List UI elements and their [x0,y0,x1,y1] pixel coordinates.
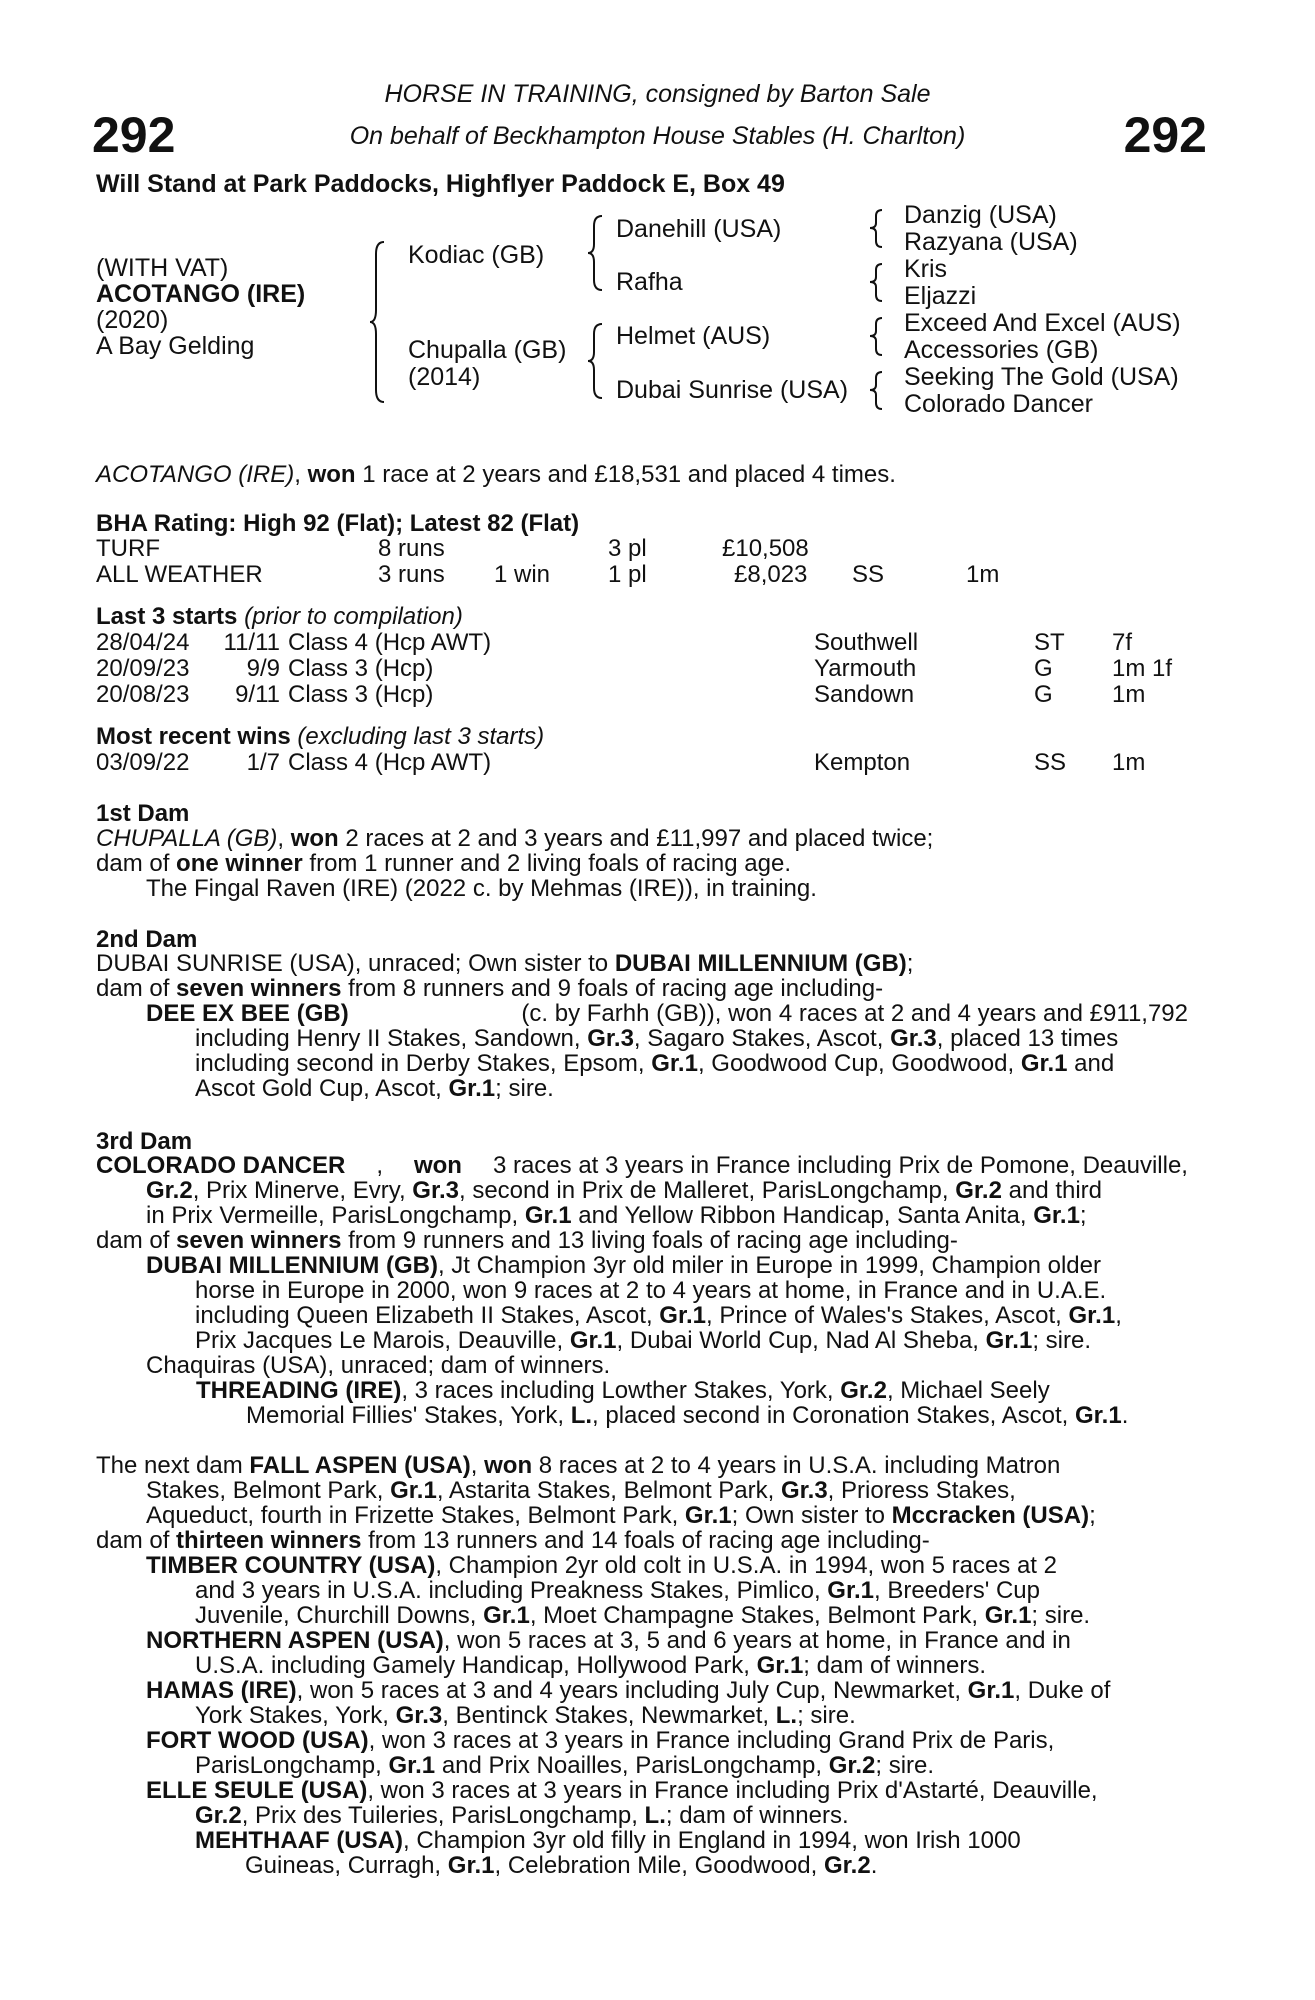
text: dam of [96,975,177,1002]
text: , [470,1452,485,1479]
text: , Jt Champion 3yr old miler in Europe in 1999, Champion older [437,1252,1101,1279]
horse-name: DUBAI MILLENNIUM (GB) [146,1252,438,1279]
grade: Gr.1 [684,1502,732,1529]
text-line [146,1578,1188,1603]
first-dam-line-1: CHUPALLA (GB), won 2 races at 2 and 3 years and £11,997 and placed twice; [96,825,934,852]
text-line [146,1853,1188,1878]
grade: Gr.1 [1033,1202,1080,1229]
text: and 3 years in U.S.A. including Preakness Stakes, Pimlico, [195,1577,828,1604]
rating-placed: 1 pl [608,561,647,588]
text: ; sire. [495,1075,554,1102]
pedigree-great-4: Eljazzi [904,282,977,310]
start-date: 20/09/23 [96,655,190,682]
winners-count: one winner [176,850,303,877]
second-dam-heading: 2nd Dam [96,926,198,953]
text: , Michael Seely [886,1377,1050,1404]
second-dam-line-2 [96,976,883,1001]
text: dam of [96,850,177,877]
winners-count: thirteen winners [176,1527,362,1554]
text-line [146,1076,1188,1101]
pedigree-brace-ggsire-1 [870,208,886,250]
rating-prize: £10,508 [722,535,809,562]
pedigree-brace-ggdam-1 [870,316,886,358]
text-line [96,1478,1188,1503]
text: 2 races at 2 and 3 years and £11,997 and placed twice; [338,825,934,852]
text: ; Own sister to [731,1502,892,1529]
text: , Bentinck Stakes, Newmarket, [442,1702,776,1729]
start-position: 11/11 [223,629,280,656]
winners-count: seven winners [176,1227,342,1254]
text: including second in Derby Stakes, Epsom, [195,1050,652,1077]
grade: Gr.1 [448,1075,496,1102]
grade: Gr.1 [447,1852,495,1879]
text: and third [1001,1177,1103,1204]
text: Memorial Fillies' Stakes, York, [246,1402,571,1429]
text: . [1121,1402,1129,1429]
start-course: Yarmouth [814,655,917,682]
grade: Gr.3 [780,1477,828,1504]
grade: Gr.2 [955,1177,1002,1204]
pedigree-brace-sire [588,214,608,294]
last-starts-title: Last 3 starts [96,603,238,630]
pedigree-great-5: Exceed And Excel (AUS) [904,309,1181,337]
text: ; sire. [797,1702,856,1729]
text: The next dam [96,1452,250,1479]
last-starts-note: (prior to compilation) [237,603,463,630]
horse-ref: Mccracken (USA) [891,1502,1090,1529]
pedigree-great-3: Kris [904,255,948,283]
text: ; sire. [1032,1327,1092,1354]
grade: Gr.1 [1068,1302,1116,1329]
text: , placed second in Coronation Stakes, Ascot, [592,1402,1075,1429]
start-going: G [1034,655,1053,682]
third-dam-heading: 3rd Dam [96,1128,193,1155]
grade: Gr.1 [483,1602,530,1629]
grade: Gr.1 [651,1050,698,1077]
grade: Gr.1 [1074,1402,1122,1429]
start-course: Sandown [814,681,915,708]
text: dam of [96,1227,177,1254]
rating-runs: 8 runs [378,535,445,562]
text: , Prix des Tuileries, ParisLongchamp, [241,1802,645,1829]
won-label: won [290,825,339,852]
pedigree-granddam-1: Rafha [616,268,683,296]
text: 8 races at 2 to 4 years in U.S.A. including Matron [532,1452,1061,1479]
text: Ascot Gold Cup, Ascot, [195,1075,449,1102]
first-dam-line-2 [96,851,791,876]
horse-name: FALL ASPEN (USA) [249,1452,471,1479]
horse-name: ACOTANGO (IRE) [96,280,306,308]
text-line [96,1203,1188,1228]
text-line [146,1026,1188,1051]
listed-label: L. [644,1802,666,1829]
pedigree-grandsire-1: Danehill (USA) [616,215,782,243]
horse-name: NORTHERN ASPEN (USA) [146,1627,444,1654]
progeny-elle-seule [146,1778,1188,1803]
rating-runs: 3 runs [378,561,445,588]
recent-wins-heading [96,724,544,749]
pedigree-great-7: Seeking The Gold (USA) [904,363,1179,391]
text: Aqueduct, fourth in Frizette Stakes, Belmont Park, [146,1502,685,1529]
progeny-dee-ex-bee [146,1001,1188,1101]
text: and Yellow Ribbon Handicap, Santa Anita, [571,1202,1034,1229]
second-dam-line-1 [96,951,913,976]
start-going: G [1034,681,1053,708]
lot-number-right: 292 [1123,107,1207,163]
progeny-threading [196,1378,1188,1428]
win-going: SS [1034,749,1067,776]
progeny-list [146,1553,1188,1878]
text: from 9 runners and 13 living foals of racing age including- [341,1227,958,1254]
rating-placed: 3 pl [608,535,647,562]
start-position: 9/11 [235,681,280,708]
progeny-northern-aspen [146,1628,1188,1653]
grade: Gr.1 [1020,1050,1068,1077]
start-date: 20/08/23 [96,681,190,708]
horse-name: THREADING (IRE) [196,1377,402,1404]
rating-prize: £8,023 [734,561,808,588]
text: ; dam of winners. [803,1652,987,1679]
grade: Gr.1 [967,1677,1015,1704]
text: in Prix Vermeille, ParisLongchamp, [146,1202,525,1229]
horse-description: A Bay Gelding [96,332,255,360]
progeny-mehthaaf [146,1828,1188,1853]
stand-location: Will Stand at Park Paddocks, Highflyer Paddock E, Box 49 [96,170,785,198]
win-date: 03/09/22 [96,749,190,776]
grade: Gr.3 [587,1025,634,1052]
text-line [96,1178,1188,1203]
text: , Astarita Stakes, Belmont Park, [436,1477,781,1504]
grade: Gr.1 [827,1577,874,1604]
text: , Celebration Mile, Goodwood, [494,1852,824,1879]
text-line [96,1503,1188,1528]
horse-name: HAMAS (IRE) [146,1677,297,1704]
text: , Breeders' Cup [874,1577,1040,1604]
text: ; sire. [1031,1602,1091,1629]
grade: Gr.1 [388,1752,436,1779]
text: U.S.A. including Gamely Handicap, Hollywood Park, [195,1652,757,1679]
horse-name: FORT WOOD (USA) [146,1727,369,1754]
text: , won 3 races at 3 years in France including Prix d'Astarté, Deauville, [367,1777,1098,1804]
grade: Gr.1 [985,1327,1033,1354]
text-line [96,1528,1188,1553]
next-dam-record [96,1453,1188,1553]
listed-label: L. [570,1402,593,1429]
text-line [196,1403,1188,1428]
win-distance: 1m [1112,749,1146,776]
pedigree-dam-year: (2014) [408,363,481,391]
text: from 1 runner and 2 living foals of racing age. [302,850,792,877]
text-line [146,1803,1188,1828]
pedigree-great-1: Danzig (USA) [904,201,1057,229]
rating-going: SS [852,561,885,588]
start-going: ST [1034,629,1065,656]
text: , Prix Minerve, Evry, [192,1177,413,1204]
pedigree-great-8: Colorado Dancer [904,390,1093,418]
recent-wins-note: (excluding last 3 starts) [290,723,545,750]
start-race: Class 4 (Hcp AWT) [288,629,492,656]
race-summary: ACOTANGO (IRE), won 1 race at 2 years and £18,531 and placed 4 times. [96,461,896,488]
text-line [96,1228,1188,1253]
pedigree-grandsire-2: Helmet (AUS) [616,322,771,350]
first-dam-name: CHUPALLA (GB) [96,825,278,852]
text-line [146,1603,1188,1628]
text: Juvenile, Churchill Downs, [195,1602,484,1629]
text-line [146,1001,1188,1026]
text: , Prince of Wales's Stakes, Ascot, [705,1302,1069,1329]
first-dam-progeny: The Fingal Raven (IRE) (2022 c. by Mehmas (IRE)), in training. [146,875,817,902]
text: , [1115,1302,1122,1329]
grade: Gr.2 [824,1852,871,1879]
text-line [146,1328,1188,1353]
start-distance: 1m 1f [1112,655,1173,682]
grade: Gr.2 [195,1802,242,1829]
winners-count: seven winners [176,975,342,1002]
pedigree-brace-ggdam-2 [870,370,886,412]
text: ; [1079,1202,1087,1229]
grade: Gr.1 [984,1602,1032,1629]
won-label: won [484,1452,533,1479]
grade: Gr.1 [756,1652,804,1679]
progeny-dubai-millennium [146,1253,1188,1353]
won-label: won [413,1152,462,1179]
text-line [146,1051,1188,1076]
text: Prix Jacques Le Marois, Deauville, [195,1327,570,1354]
horse-name: COLORADO DANCER [96,1152,346,1179]
horse-name: ELLE SEULE (USA) [146,1777,368,1804]
text: , placed 13 times [936,1025,1119,1052]
horse-year: (2020) [96,306,169,334]
pedigree-great-2: Razyana (USA) [904,228,1078,256]
text: , won 5 races at 3 and 4 years including July Cup, Newmarket, [296,1677,968,1704]
text: (c. by Farhh (GB)), won 4 races at 2 and 4 years and £911,792 [521,1000,1188,1027]
consignment-title: HORSE IN TRAINING, consigned by Barton Sale [384,80,931,108]
start-race: Class 3 (Hcp) [288,681,434,708]
grade: Gr.2 [146,1177,193,1204]
vat-note: (WITH VAT) [96,254,229,282]
text: including Queen Elizabeth II Stakes, Ascot, [195,1302,660,1329]
grade: Gr.1 [524,1202,572,1229]
horse-ref: DUBAI MILLENNIUM (GB) [614,950,907,977]
text: , Champion 3yr old filly in England in 1994, won Irish 1000 [402,1827,1021,1854]
text: dam of [96,1527,177,1554]
consignor-line: On behalf of Beckhampton House Stables (H. Charlton) [349,122,966,150]
text: , 3 races including Lowther Stakes, York, [401,1377,841,1404]
recent-wins-title: Most recent wins [96,723,291,750]
text: , Prioress Stakes, [827,1477,1016,1504]
pedigree-great-6: Accessories (GB) [904,336,1099,364]
text-line [146,1253,1188,1278]
text-line: horse in Europe in 2000, won 9 races at 2 to 4 years at home, in France and in U.A.E. [195,1277,1107,1304]
text: Stakes, Belmont Park, [146,1477,391,1504]
progeny-hamas [146,1678,1188,1703]
text: including Henry II Stakes, Sandown, [195,1025,588,1052]
win-course: Kempton [814,749,911,776]
progeny-chaquiras: Chaquiras (USA), unraced; dam of winners. [146,1352,611,1379]
pedigree-granddam-2: Dubai Sunrise (USA) [616,376,849,404]
third-dam-record [96,1153,1188,1253]
grade: Gr.3 [890,1025,937,1052]
text: , Sagaro Stakes, Ascot, [633,1025,891,1052]
pedigree-dam: Chupalla (GB) [408,336,567,364]
text-line [146,1703,1188,1728]
win-position: 1/7 [246,749,280,776]
text: 3 races at 3 years in France including Prix de Pomone, Deauville, [492,1152,1188,1179]
text: ParisLongchamp, [195,1752,389,1779]
rating-distance: 1m [966,561,1000,588]
bha-rating-heading: BHA Rating: High 92 (Flat); Latest 82 (Flat) [96,510,580,537]
text-line [196,1378,1188,1403]
text: ; sire. [875,1752,935,1779]
rating-wins: 1 win [494,561,551,588]
text-line [96,1453,1188,1478]
text-line: COLORADO DANCER , won 3 races at 3 years in France including Prix de Pomone, Deauville, [96,1152,1188,1179]
progeny-timber-country [146,1553,1188,1578]
start-date: 28/04/24 [96,629,190,656]
start-position: 9/9 [246,655,280,682]
win-race: Class 4 (Hcp AWT) [288,749,492,776]
pedigree-brace-dam [588,322,608,402]
grade: Gr.3 [412,1177,459,1204]
start-distance: 7f [1112,629,1133,656]
pedigree-brace-main [370,240,390,405]
text: Guineas, Curragh, [245,1852,448,1879]
text: ; [1089,1502,1096,1529]
text-line [146,1303,1188,1328]
grade: Gr.1 [390,1477,437,1504]
text-line [146,1653,1188,1678]
text: ; [906,950,914,977]
text: , Duke of [1014,1677,1111,1704]
summary-horse-name: ACOTANGO (IRE) [96,461,295,488]
grade: Gr.2 [840,1377,887,1404]
grade: Gr.1 [659,1302,706,1329]
text-line [146,1753,1188,1778]
summary-won: won [307,461,356,488]
start-course: Southwell [814,629,919,656]
rating-surface: ALL WEATHER [96,561,263,588]
text: , Dubai World Cup, Nad Al Sheba, [616,1327,986,1354]
start-distance: 1m [1112,681,1146,708]
horse-name: MEHTHAAF (USA) [195,1827,403,1854]
text: from 13 runners and 14 foals of racing age including- [361,1527,930,1554]
text: , Goodwood Cup, Goodwood, [697,1050,1021,1077]
pedigree-brace-ggsire-2 [870,262,886,304]
start-race: Class 3 (Hcp) [288,655,434,682]
text: , second in Prix de Malleret, ParisLongchamp, [459,1177,956,1204]
text: DUBAI SUNRISE (USA), unraced; Own sister to [96,950,615,977]
listed-label: L. [775,1702,798,1729]
rating-surface: TURF [96,535,160,562]
summary-text: 1 race at 2 years and £18,531 and placed 4 times. [355,461,896,488]
text: ; dam of winners. [665,1802,849,1829]
text: from 8 runners and 9 foals of racing age including- [341,975,884,1002]
first-dam-heading: 1st Dam [96,800,190,827]
text: , Moet Champagne Stakes, Belmont Park, [529,1602,985,1629]
progeny-fort-wood [146,1728,1188,1753]
lot-number-left: 292 [92,107,176,163]
pedigree-sire: Kodiac (GB) [408,241,545,269]
horse-name: DEE EX BEE (GB) [146,1000,349,1027]
text: , Champion 2yr old colt in U.S.A. in 1994, won 5 races at 2 [435,1552,1057,1579]
last-starts-heading [96,604,463,629]
horse-name: TIMBER COUNTRY (USA) [146,1552,436,1579]
text: and [1067,1050,1115,1077]
grade: Gr.3 [395,1702,443,1729]
grade: Gr.2 [828,1752,876,1779]
text: , won 5 races at 3, 5 and 6 years at home, in France and in [443,1627,1071,1654]
text: . [870,1852,878,1879]
text: , won 3 races at 3 years in France including Grand Prix de Paris, [368,1727,1055,1754]
text: York Stakes, York, [195,1702,396,1729]
grade: Gr.1 [569,1327,617,1354]
text: and Prix Noailles, ParisLongchamp, [435,1752,829,1779]
